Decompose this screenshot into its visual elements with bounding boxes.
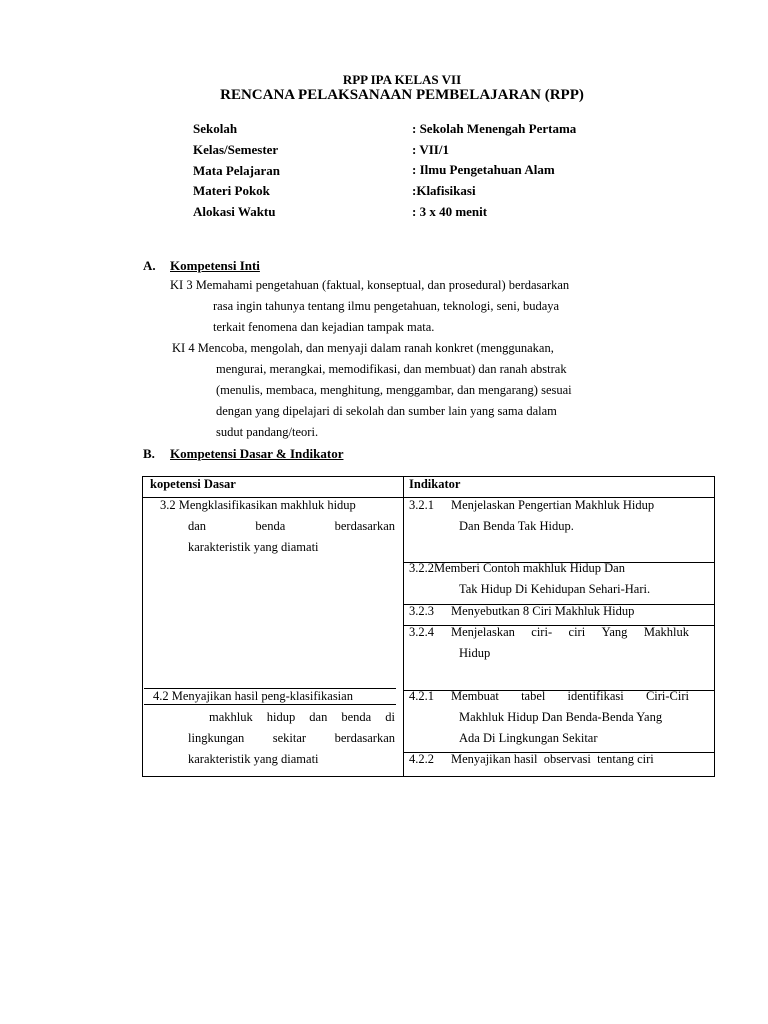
word: tabel [521,689,546,703]
ind-4-2-1-line-2: Makhluk Hidup Dan Benda-Benda Yang [459,710,663,724]
word: Yang [601,625,628,639]
ind-3-2-4-line-2: Hidup [459,646,491,660]
kd-4-2-line-1: 4.2 Menyajikan hasil peng-klasifikasian [153,689,353,703]
identity-value-mapel: : Ilmu Pengetahuan Alam [412,162,555,177]
word: Ciri-Ciri [645,689,689,703]
ki4-line-1: KI 4 Mencoba, mengolah, dan menyaji dalam ranah konkret (menggunakan, [172,341,554,355]
ind-3-2-1-line-1: Menjelaskan Pengertian Makhluk Hidup [451,498,655,512]
kd-4-2-line-3 [188,728,395,749]
word: Menjelaskan [451,625,515,639]
identity-label-kelas: Kelas/Semester [193,142,279,157]
word: benda [255,519,286,533]
section-a-letter: A. [143,258,156,273]
kd-3-2-line-2 [188,516,395,537]
word: Makhluk [643,625,689,639]
ind-4-2-1-line-3: Ada Di Lingkungan Sekitar [459,731,598,745]
ind-3-2-2-line-2: Tak Hidup Di Kehidupan Sehari-Hari. [459,582,651,596]
ki3-line-1: KI 3 Memahami pengetahuan (faktual, konseptual, dan prosedural) berdasarkan [170,278,570,292]
section-b-title: Kompetensi Dasar & Indikator [170,446,344,461]
doc-title: RENCANA PELAKSANAAN PEMBELAJARAN (RPP) [220,87,584,103]
ind-4-2-1-line-1 [451,686,689,707]
identity-value-alokasi: : 3 x 40 menit [412,204,488,219]
word: dan [188,519,207,533]
ind-3-2-4-line-1 [451,622,689,643]
identity-label-alokasi: Alokasi Waktu [193,204,276,219]
word: dan [309,710,328,724]
ind-3-2-1-num: 3.2.1 [409,498,434,512]
identity-value-sekolah: : Sekolah Menengah Pertama [412,121,577,136]
word: sekitar [272,731,307,745]
section-a-title: Kompetensi Inti [170,258,260,273]
ind-3-2-3-text: Menyebutkan 8 Ciri Makhluk Hidup [451,604,635,618]
ind-3-2-4-num: 3.2.4 [409,625,434,639]
kd-4-2-line-2 [209,707,395,728]
ki4-line-2: mengurai, merangkai, memodifikasi, dan membuat) dan ranah abstrak [216,362,567,376]
kd-4-2-line-4: karakteristik yang diamati [188,752,319,766]
kd-3-2-line-1: 3.2 Mengklasifikasikan makhluk hidup [160,498,356,512]
ki4-line-5: sudut pandang/teori. [216,425,319,439]
ind-3-2-2-line-1: 3.2.2Memberi Contoh makhluk Hidup Dan [409,561,625,575]
table-column-divider [403,476,404,777]
ind-4-2-2-num: 4.2.2 [409,752,434,766]
table-border-right [714,476,715,777]
identity-label-mapel: Mata Pelajaran [193,163,281,178]
word: benda [341,710,372,724]
identity-value-kelas: : VII/1 [412,142,449,157]
table-border-left [142,476,143,777]
ind-3-2-1-line-2: Dan Benda Tak Hidup. [459,519,574,533]
word: berdasarkan [334,519,395,533]
word: lingkungan [188,731,245,745]
identity-label-sekolah: Sekolah [193,121,238,136]
ki4-line-4: dengan yang dipelajari di sekolah dan sumber lain yang sama dalam [216,404,557,418]
word: identifikasi [567,689,624,703]
word: Membuat [451,689,499,703]
word: hidup [266,710,296,724]
table-header-indikator: Indikator [409,477,461,491]
word: ciri [568,625,586,639]
section-b-letter: B. [143,446,155,461]
ki4-line-3: (menulis, membaca, menghitung, menggambar, dan mengarang) sesuai [216,383,572,397]
ind-3-2-3-num: 3.2.3 [409,604,434,618]
table-header-kd: kopetensi Dasar [150,477,236,491]
table-border-bottom [142,776,715,777]
word: di [385,710,395,724]
doc-subtitle: RPP IPA KELAS VII [342,72,462,87]
ind-4-2-2-text: Menyajikan hasil observasi tentang ciri [451,752,654,766]
word: makhluk [209,710,253,724]
ki3-line-3: terkait fenomena dan kejadian tampak mata. [213,320,435,334]
kd-3-2-line-3: karakteristik yang diamati [188,540,319,554]
ind-4-2-1-num: 4.2.1 [409,689,434,703]
ki3-line-2: rasa ingin tahunya tentang ilmu pengetahuan, teknologi, seni, budaya [213,299,560,313]
identity-label-materi: Materi Pokok [193,183,270,198]
word: ciri- [531,625,553,639]
identity-value-materi: :Klafisikasi [412,183,476,198]
word: berdasarkan [334,731,395,745]
